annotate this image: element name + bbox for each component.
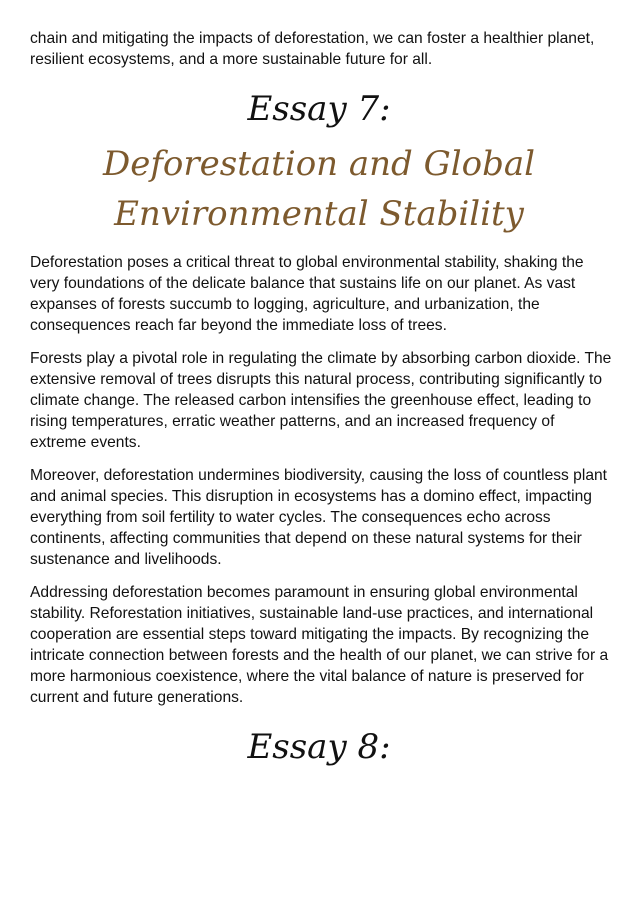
- essay-7-paragraph-4: Addressing deforestation becomes paramount in ensuring global environmental stability. Reforestation initiatives, sustainable land-use practices, and international cooperation are essential steps toward mitigating the impacts. By recognizing the intricate connection between forests and the health of our planet, we can strive for a more harmonious coexistence, where the vital balance of nature is preserved for current and future generations.: [30, 584, 609, 706]
- essay-7-paragraph-1: Deforestation poses a critical threat to global environmental stability, shaking the very foundations of the delicate balance that sustains life on our planet. As vast expanses of forests succumb to logging, agriculture, and urbanization, the consequences reach far beyond the immediate loss of trees.: [30, 254, 584, 334]
- essay-7-title: Deforestation and Global Environmental Stability: [102, 144, 536, 234]
- continuation-paragraph: chain and mitigating the impacts of deforestation, we can foster a healthier planet, resilient ecosystems, and a more sustainable future for all.: [30, 30, 595, 68]
- essay-8-label: Essay 8:: [247, 727, 391, 767]
- essay-7-paragraph-3: Moreover, deforestation undermines biodiversity, causing the loss of countless plant and animal species. This disruption in ecosystems has a domino effect, impacting everything from soil fertility to water cycles. The consequences echo across continents, affecting communities that depend on these natural systems for their sustenance and livelihoods.: [30, 467, 607, 568]
- essay-7-label: Essay 7:: [247, 89, 391, 129]
- essay-7-paragraph-2: Forests play a pivotal role in regulating the climate by absorbing carbon dioxide. The extensive removal of trees disrupts this natural process, contributing significantly to climate change. The released carbon intensifies the greenhouse effect, leading to rising temperatures, erratic weather patterns, and an increased frequency of extreme events.: [30, 350, 612, 451]
- document-page: [30, 28, 612, 767]
